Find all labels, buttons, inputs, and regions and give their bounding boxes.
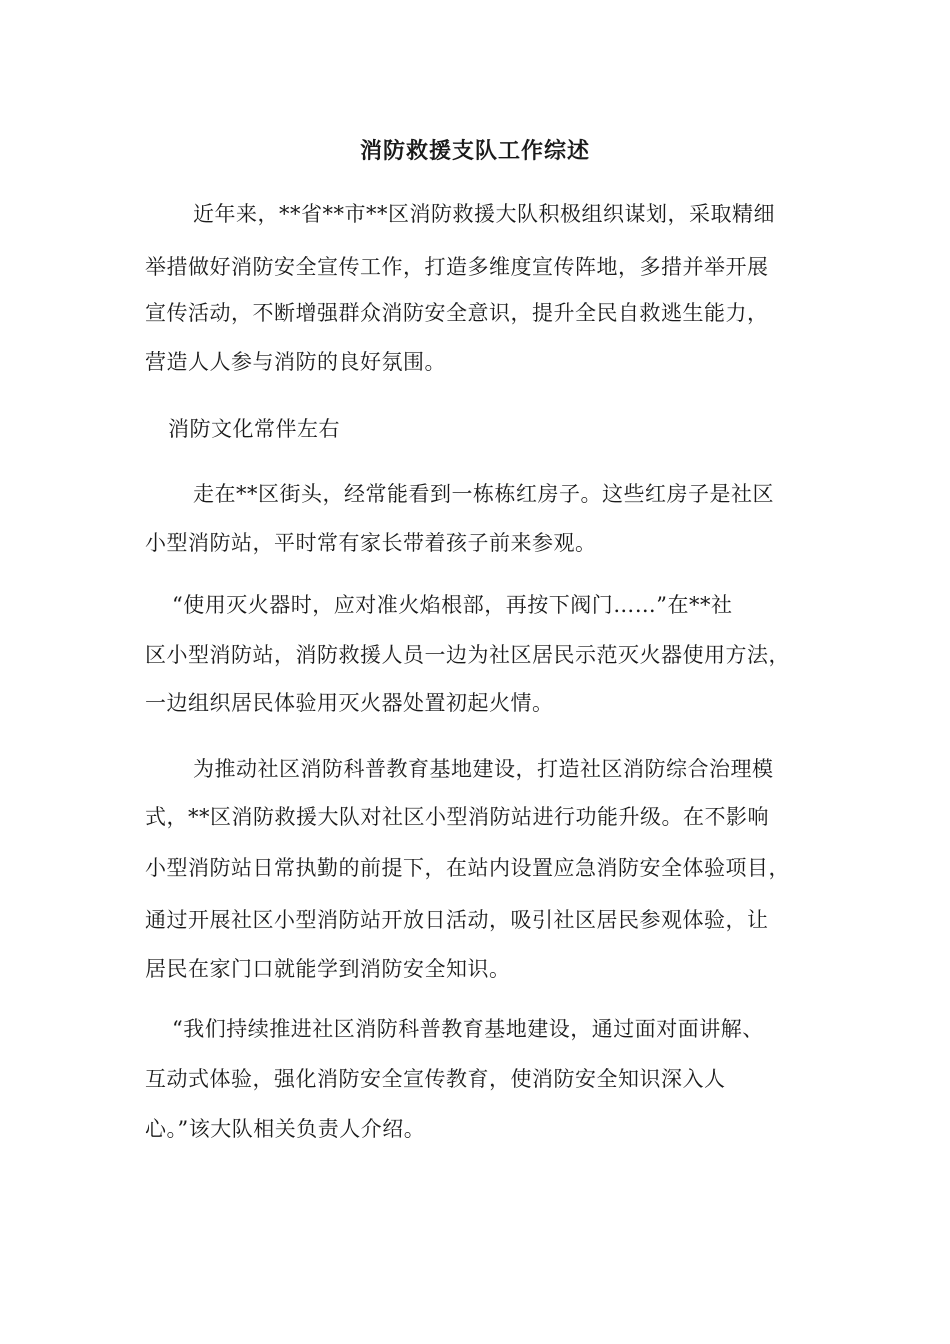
paragraph-4-line-1: “使用灭火器时，应对准火焰根部，再按下阀门……”在**社 <box>172 593 733 617</box>
paragraph-1-line-3: 宣传活动，不断增强群众消防安全意识，提升全民自救逃生能力， <box>145 301 769 325</box>
paragraph-1-line-1: 近年来，**省**市**区消防救援大队积极组织谋划，采取精细 <box>193 202 775 226</box>
paragraph-4-line-3: 一边组织居民体验用灭火器处置初起火情。 <box>145 691 554 715</box>
paragraph-5-line-2: 式，**区消防救援大队对社区小型消防站进行功能升级。在不影响 <box>145 805 769 829</box>
paragraph-5-line-5: 居民在家门口就能学到消防安全知识。 <box>145 957 511 981</box>
paragraph-5-line-4: 通过开展社区小型消防站开放日活动，吸引社区居民参观体验，让 <box>145 908 769 932</box>
paragraph-4-line-2: 区小型消防站，消防救援人员一边为社区居民示范灭火器使用方法， <box>145 643 790 667</box>
document-title: 消防救援支队工作综述 <box>359 139 590 164</box>
paragraph-3-line-2: 小型消防站，平时常有家长带着孩子前来参观。 <box>145 531 597 555</box>
paragraph-5-line-3: 小型消防站日常执勤的前提下，在站内设置应急消防安全体验项目， <box>145 856 790 880</box>
paragraph-5-line-1: 为推动社区消防科普教育基地建设，打造社区消防综合治理模 <box>193 757 774 781</box>
section-subheading: 消防文化常伴左右 <box>168 417 340 441</box>
paragraph-1-line-4: 营造人人参与消防的良好氛围。 <box>145 350 446 374</box>
paragraph-1-line-2: 举措做好消防安全宣传工作，打造多维度宣传阵地，多措并举开展 <box>145 255 769 279</box>
paragraph-6-line-1: “我们持续推进社区消防科普教育基地建设，通过面对面讲解、 <box>172 1017 764 1041</box>
paragraph-6-line-3: 心。”该大队相关负责人介绍。 <box>145 1117 426 1141</box>
paragraph-6-line-2: 互动式体验，强化消防安全宣传教育，使消防安全知识深入人 <box>145 1067 726 1091</box>
paragraph-3-line-1: 走在**区街头，经常能看到一栋栋红房子。这些红房子是社区 <box>193 482 774 506</box>
